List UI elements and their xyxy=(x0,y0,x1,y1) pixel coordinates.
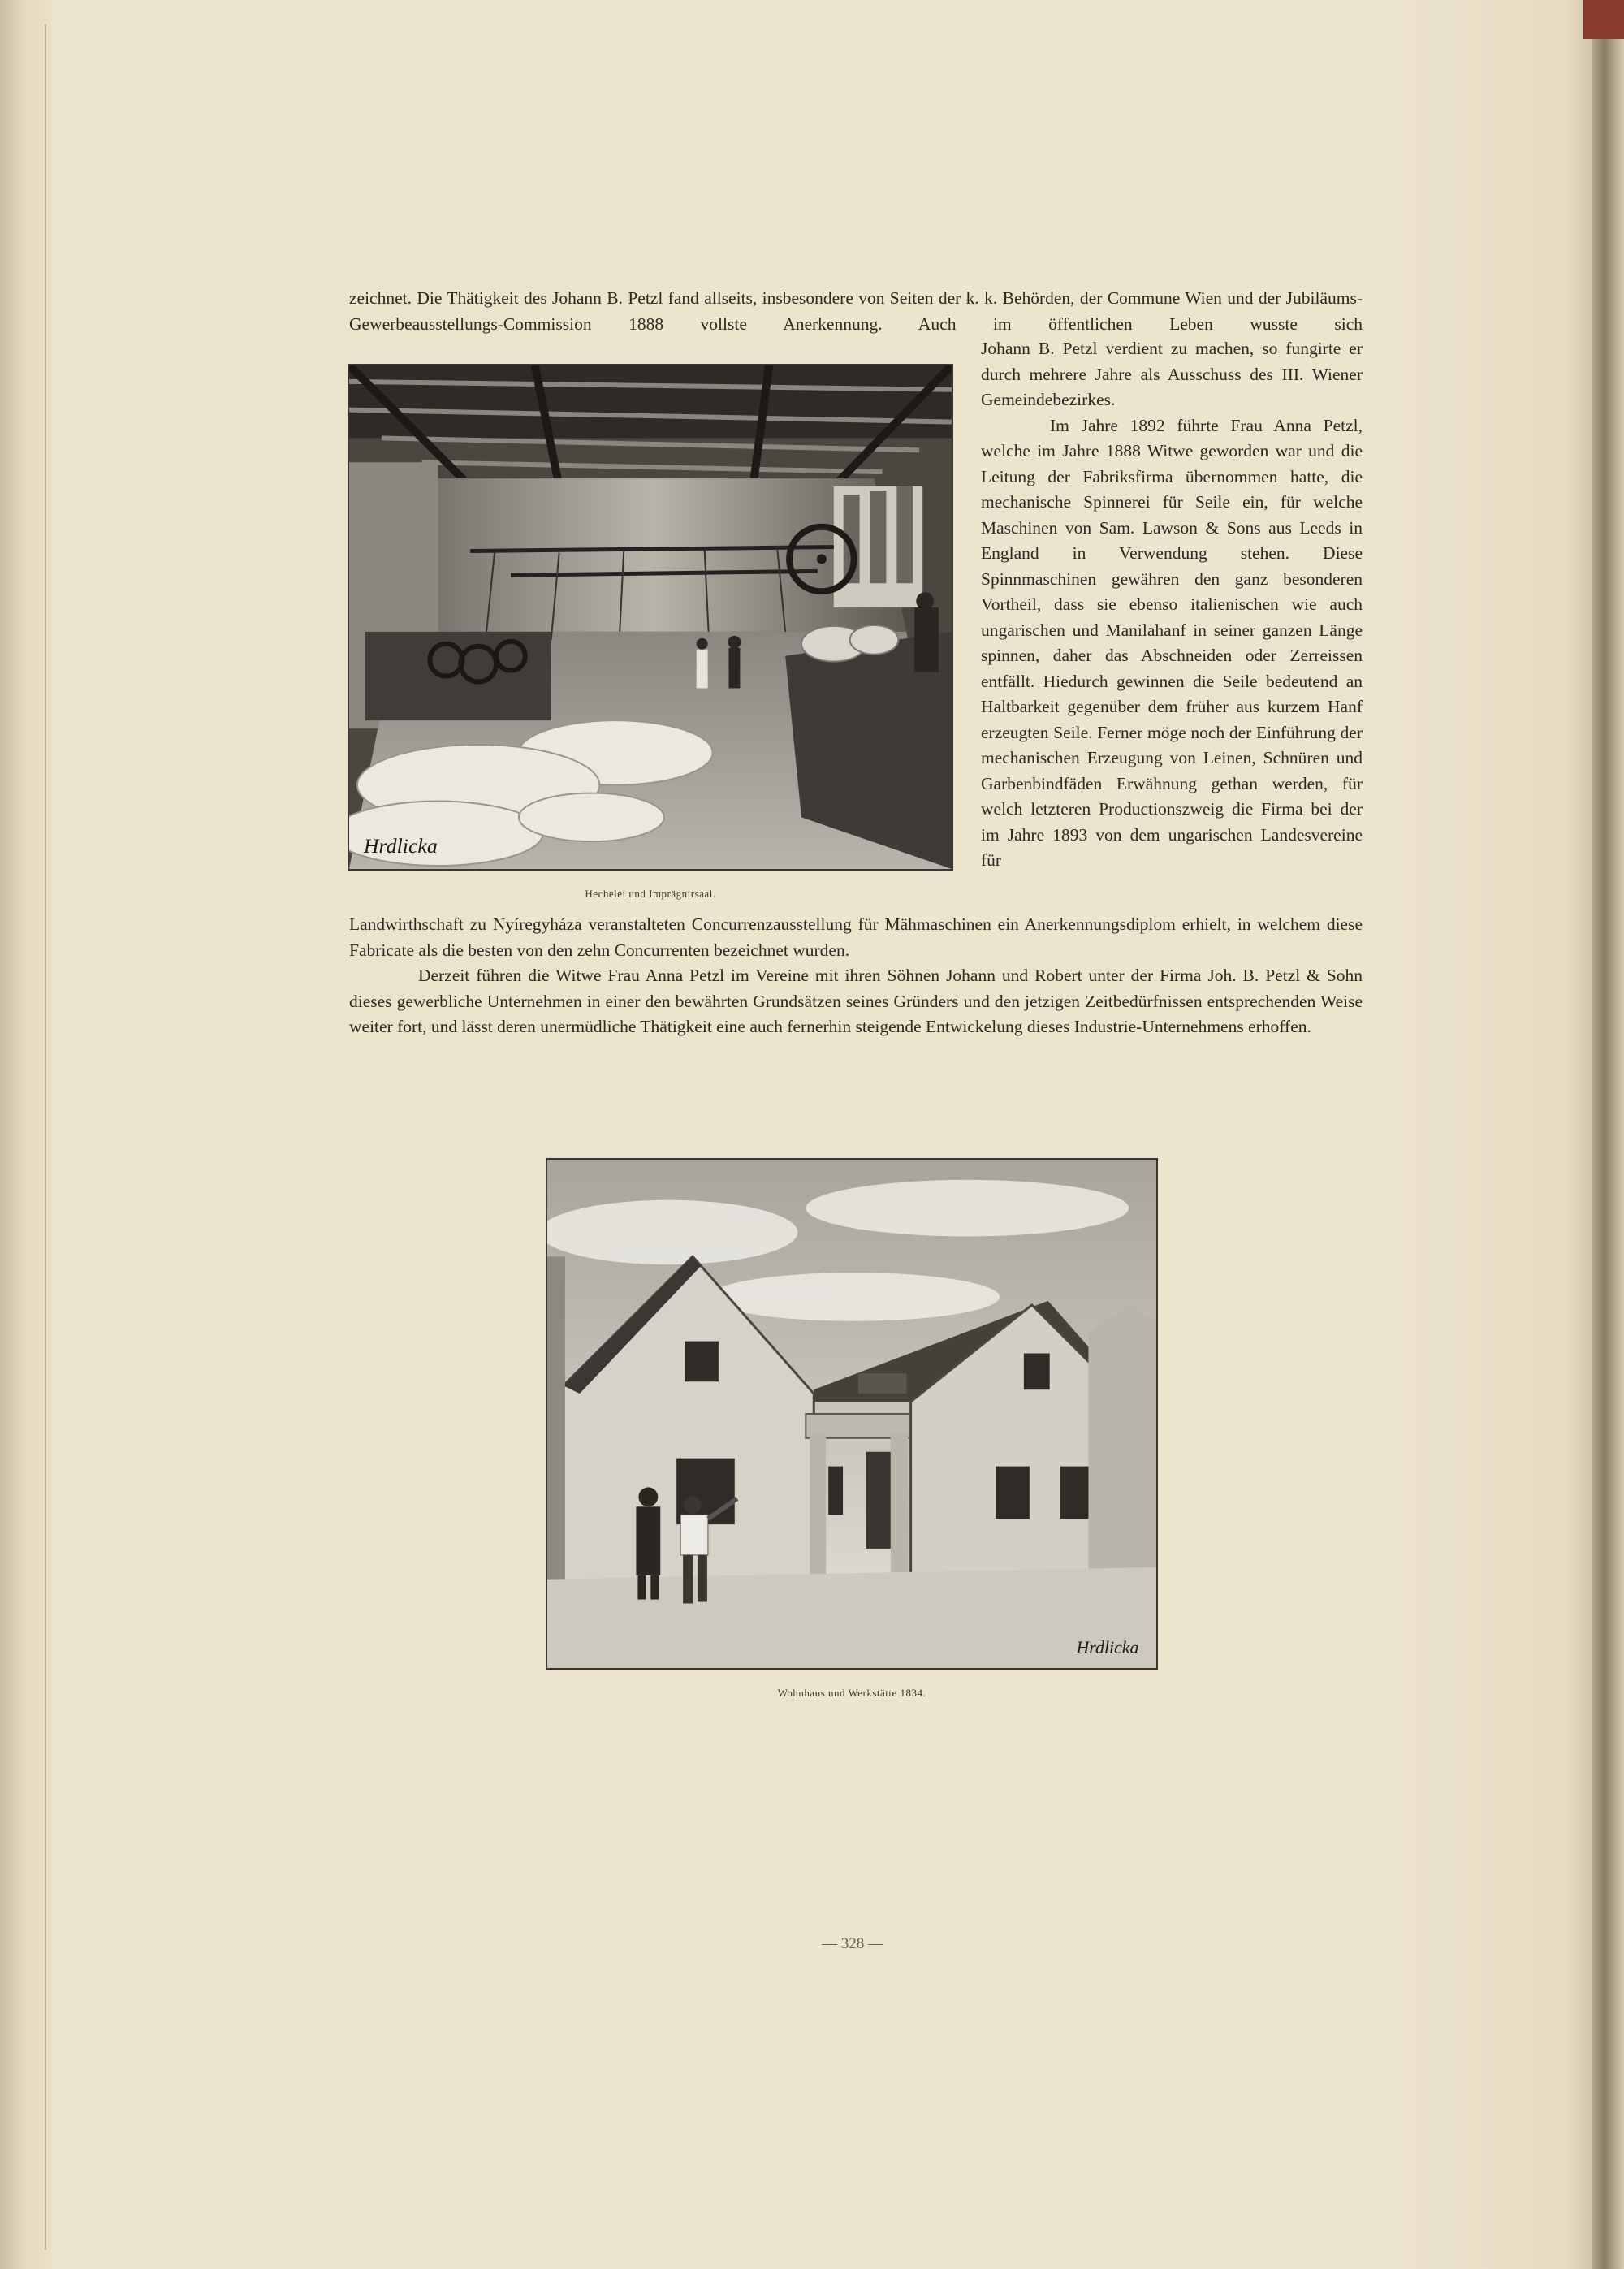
paragraph-bottom-text-1: Landwirthschaft zu Nyíregyháza veranstalteten Concurrenzausstellung für Mähmaschinen ein Anerkennungsdiplom erhielt, in welchem diese Fabricate als die besten von den zehn Concurrenten bezeichnet wurden. xyxy=(349,914,1363,960)
page-edge xyxy=(1592,0,1624,2269)
house-workshop-photo xyxy=(546,1158,1158,1670)
page-spine-shadow xyxy=(45,24,46,2250)
page-number: — 328 — xyxy=(822,1935,883,1952)
paragraph-right-text-2: Im Jahre 1892 führte Frau Anna Petzl, welche im Jahre 1888 Witwe geworden war und die Leitung der Fabriksfirma übernommen hatte, die mechanische Spinnerei für Seile ein, für welche Maschinen von Sam. Lawson & Sons aus Leeds in England in Verwendung stehen. Diese Spinnmaschinen gewähren den ganz besonderen Vortheil, dass sie ebenso italienischen wie auch ungarischen und Manilahanf in seiner ganzen Länge spinnen, daher das Abschneiden oder Zerreissen entfällt. Hiedurch gewinnen die Seile bedeutend an Haltbarkeit gegenüber dem früher aus kurzem Hanf erzeugten Seile. Ferner möge noch der Einführung der mechanischen Erzeugung von Leinen, Schnüren und Garbenbindfäden Erwähnung gethan werden, für welch letzteren Productionszweig die Firma bei der im Jahre 1893 von dem ungarischen Landesvereine für xyxy=(981,415,1363,870)
house-signature: Hrdlicka xyxy=(1076,1638,1139,1658)
paragraph-top-text: zeichnet. Die Thätigkeit des Johann B. Petzl fand allseits, insbesondere von Seiten der k. k. Behörden, der Commune Wien und der Jubiläums-Gewerbeausstellungs-Commission 1888 vollste Anerkennung. Auch im öffentlichen Leben wusste sich xyxy=(349,288,1363,334)
paragraph-right-text-1: Johann B. Petzl verdient zu machen, so fungirte er durch mehrere Jahre als Ausschuss des III. Wiener Gemeindebezirkes. xyxy=(981,339,1363,409)
house-workshop-illustration xyxy=(547,1160,1156,1668)
factory-signature: Hrdlicka xyxy=(363,834,438,858)
paragraph-right-column xyxy=(981,336,1363,874)
factory-photo-caption: Hechelei und Imprägnirsaal. xyxy=(585,888,716,900)
paragraph-bottom xyxy=(349,912,1363,1040)
paragraph-top xyxy=(349,286,1363,337)
factory-interior-illustration xyxy=(349,365,952,869)
paragraph-bottom-text-2: Derzeit führen die Witwe Frau Anna Petzl im Vereine mit ihren Söhnen Johann und Robert unter der Firma Joh. B. Petzl & Sohn dieses gewerbliche Unternehmen in einer den bewährten Grundsätzen seines Gründers und den jetzigen Zeitbedürfnissen entsprechenden Weise weiter fort, und lässt deren unermüdliche Thätigkeit eine auch fernerhin steigende Entwickelung dieses Industrie-Unternehmens erhoffen. xyxy=(349,966,1363,1036)
house-photo-caption: Wohnhaus und Werkstätte 1834. xyxy=(777,1687,926,1699)
factory-interior-photo xyxy=(348,364,953,871)
book-cover-corner xyxy=(1583,0,1624,39)
